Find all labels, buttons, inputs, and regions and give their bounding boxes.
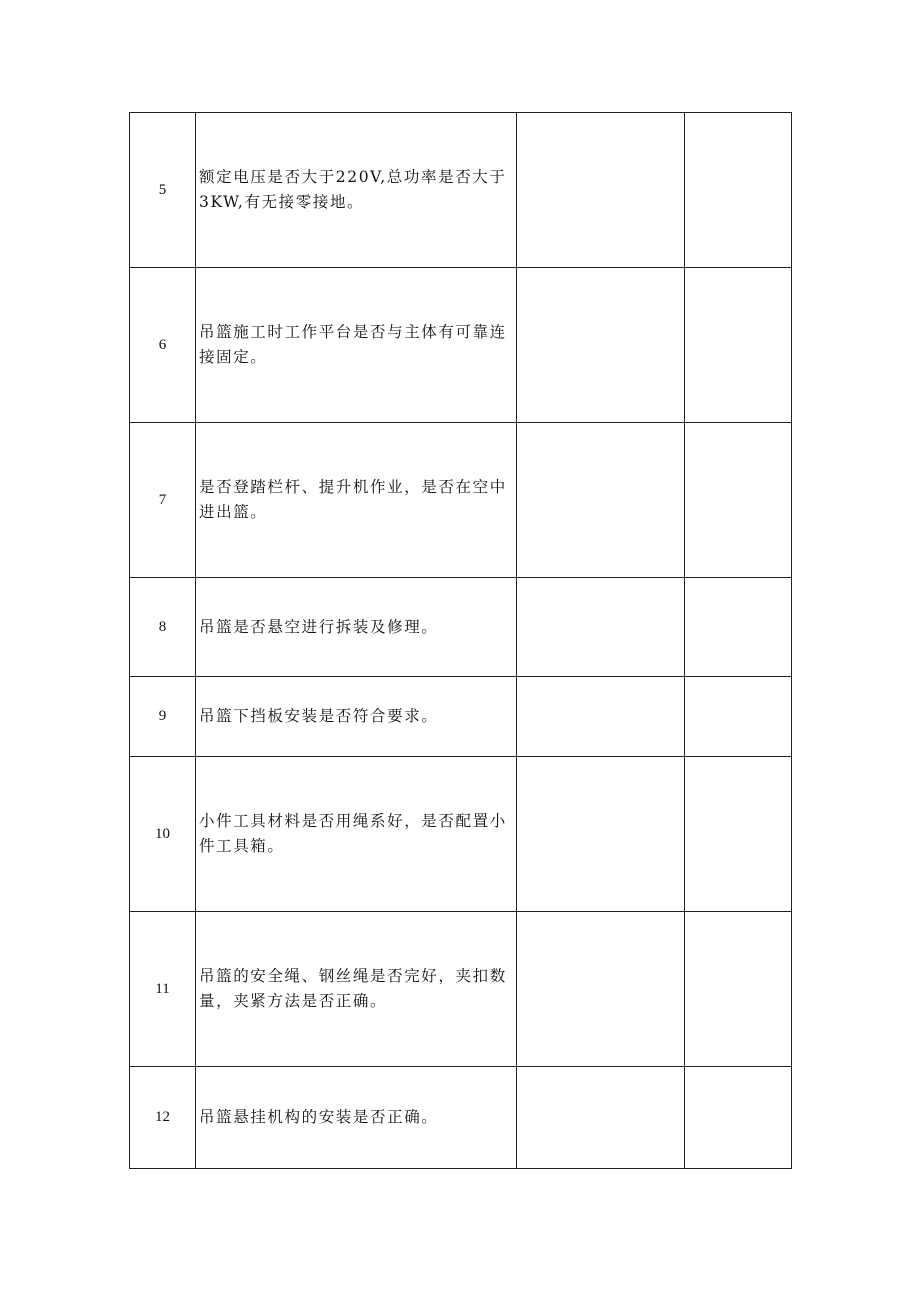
result-cell (517, 578, 685, 677)
result-cell (517, 912, 685, 1067)
check-item: 小件工具材料是否用绳系好，是否配置小件工具箱。 (196, 757, 517, 912)
check-item: 吊篮悬挂机构的安装是否正确。 (196, 1067, 517, 1169)
remark-cell (685, 677, 792, 757)
table-row (130, 423, 792, 578)
check-item: 是否登踏栏杆、提升机作业，是否在空中进出篮。 (196, 423, 517, 578)
table-row (130, 757, 792, 912)
check-item: 吊篮施工时工作平台是否与主体有可靠连接固定。 (196, 268, 517, 423)
table-row (130, 578, 792, 677)
row-number: 10 (130, 757, 196, 912)
remark-cell (685, 912, 792, 1067)
remark-cell (685, 578, 792, 677)
check-item: 吊篮的安全绳、钢丝绳是否完好，夹扣数量，夹紧方法是否正确。 (196, 912, 517, 1067)
remark-cell (685, 113, 792, 268)
result-cell (517, 268, 685, 423)
row-number: 9 (130, 677, 196, 757)
row-number: 8 (130, 578, 196, 677)
result-cell (517, 1067, 685, 1169)
check-item: 额定电压是否大于220V,总功率是否大于3KW,有无接零接地。 (196, 113, 517, 268)
row-number: 6 (130, 268, 196, 423)
table-row (130, 912, 792, 1067)
remark-cell (685, 757, 792, 912)
check-item: 吊篮下挡板安装是否符合要求。 (196, 677, 517, 757)
table-row (130, 268, 792, 423)
remark-cell (685, 1067, 792, 1169)
check-item: 吊篮是否悬空进行拆装及修理。 (196, 578, 517, 677)
row-number: 11 (130, 912, 196, 1067)
inspection-table (129, 112, 792, 1169)
result-cell (517, 423, 685, 578)
row-number: 5 (130, 113, 196, 268)
table-row (130, 1067, 792, 1169)
remark-cell (685, 423, 792, 578)
row-number: 12 (130, 1067, 196, 1169)
table-row (130, 677, 792, 757)
result-cell (517, 757, 685, 912)
result-cell (517, 113, 685, 268)
table-row (130, 113, 792, 268)
row-number: 7 (130, 423, 196, 578)
result-cell (517, 677, 685, 757)
remark-cell (685, 268, 792, 423)
